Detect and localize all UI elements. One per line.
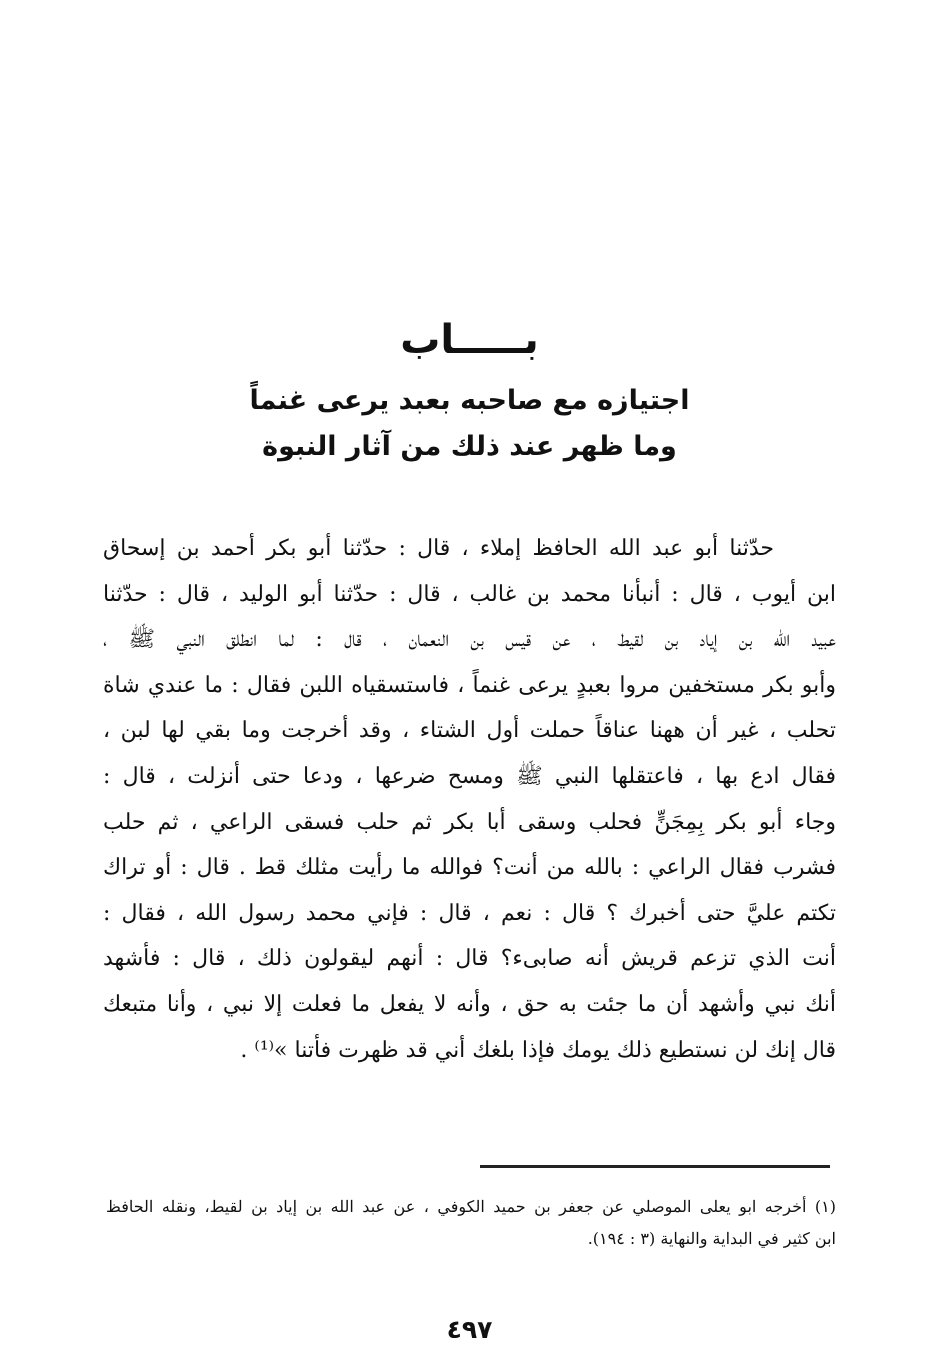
text-line: تكتم عليَّ حتى أخبرك ؟ قال : نعم ، قال : فإني محمد رسول الله ، فقال : bbox=[103, 900, 836, 926]
footnote-line: (١) أخرجه ابو يعلى الموصلي عن جعفر بن حميد الكوفي ، عن عبد الله بن إياد بن لقيط، ونقله الحافظ bbox=[106, 1197, 836, 1216]
text-line: فقال ادع بها ، فاعتقلها النبي ﷺ ومسح ضرعها ، ودعا حتى أنزلت ، قال : bbox=[103, 763, 836, 789]
text-line: وجاء أبو بكر بِمِجَنٍّ فحلب وسقى أبا بكر ثم حلب فسقى الراعي ، ثم حلب bbox=[103, 809, 836, 835]
text-line: قال إنك لن نستطيع ذلك يومك فإذا بلغك أني قد ظهرت فأتنا »⁽¹⁾ . bbox=[240, 1037, 836, 1063]
chapter-subtitle-line-1: اجتيازه مع صاحبه بعبد يرعى غنماً bbox=[249, 385, 690, 416]
text-line: أنك نبي وأشهد أن ما جئت به حق ، وأنه لا يفعل ما فعلت إلا نبي ، وأنا متبعك bbox=[103, 991, 836, 1017]
main-text bbox=[103, 526, 836, 1073]
text-line: عبيد الله بن إياد بن لقيط ، عن قيس بن النعمان ، قال : لما انطلق النبي ﷺ ، bbox=[103, 627, 836, 653]
footnote-line: ابن كثير في البداية والنهاية (٣ : ١٩٤). bbox=[587, 1229, 836, 1248]
chapter-heading: بـــــاب bbox=[400, 317, 539, 363]
text-line: ابن أيوب ، قال : أنبأنا محمد بن غالب ، قال : حدّثنا أبو الوليد ، قال : حدّثنا bbox=[103, 581, 836, 607]
text-line: تحلب ، غير أن ههنا عناقاً حملت أول الشتاء ، وقد أخرجت وما بقي لها لبن ، bbox=[103, 718, 836, 744]
page-number: ٤٩٧ bbox=[446, 1315, 493, 1344]
text-line: فشرب فقال الراعي : بالله من أنت؟ فوالله ما رأيت مثلك قط . قال : أو تراك bbox=[103, 855, 836, 881]
text-line: وأبو بكر مستخفين مروا بعبدٍ يرعى غنماً ، فاستسقياه اللبن فقال : ما عندي شاة bbox=[103, 672, 836, 698]
footnote bbox=[106, 1191, 836, 1255]
text-line: أنت الذي تزعم قريش أنه صابىء؟ قال : أنهم ليقولون ذلك ، قال : فأشهد bbox=[103, 946, 836, 972]
chapter-subtitle-line-2: وما ظهر عند ذلك من آثار النبوة bbox=[262, 431, 677, 462]
footnote-divider bbox=[480, 1165, 830, 1168]
text-line: حدّثنا أبو عبد الله الحافظ إملاء ، قال : حدّثنا أبو بكر أحمد بن إسحاق bbox=[103, 536, 774, 561]
